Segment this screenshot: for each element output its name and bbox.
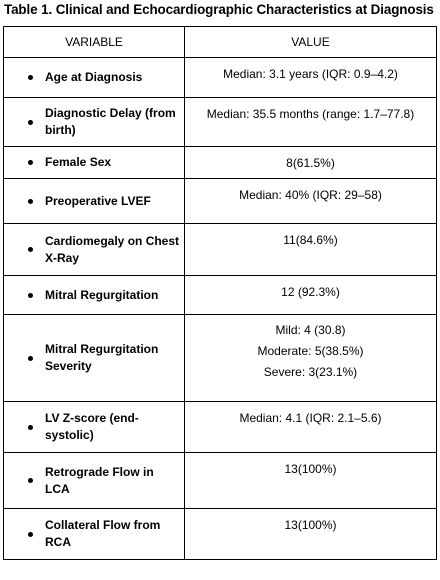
row-variable (4, 453, 185, 509)
bullet-icon (28, 247, 33, 252)
bullet-icon (28, 532, 33, 537)
header-row (4, 27, 437, 58)
table-row (4, 509, 437, 560)
table-row (4, 402, 437, 453)
severity-severe: Severe: 3(23.1%) (263, 365, 358, 379)
table-row (4, 276, 437, 315)
table-row (4, 179, 437, 224)
row-variable-label: Age at Diagnosis (45, 70, 143, 84)
row-variable-label: Female Sex (45, 155, 112, 169)
bullet-icon (28, 425, 33, 430)
row-value: 8(61.5%) (185, 147, 437, 179)
characteristics-table (3, 26, 437, 560)
row-value: Median: 4.1 (IQR: 2.1–5.6) (185, 402, 437, 453)
table-row (4, 58, 437, 98)
row-value: 13(100%) (185, 509, 437, 560)
row-variable-label: Collateral Flow from RCA (45, 518, 161, 549)
bullet-icon (28, 120, 33, 125)
row-value: 12 (92.3%) (185, 276, 437, 315)
row-variable-label: LV Z-score (end-systolic) (45, 411, 139, 442)
severity-mild: Mild: 4 (30.8) (275, 323, 346, 337)
bullet-icon (28, 478, 33, 483)
table-row (4, 315, 437, 402)
bullet-icon (28, 75, 33, 80)
table-row (4, 224, 437, 276)
bullet-icon (28, 356, 33, 361)
row-variable (4, 224, 185, 276)
table-row (4, 98, 437, 147)
row-variable-label: Mitral Regurgitation (45, 287, 159, 302)
row-variable (4, 179, 185, 224)
row-variable (4, 315, 185, 402)
row-variable (4, 147, 185, 179)
row-value: Median: 35.5 months (range: 1.7–77.8) (185, 98, 437, 147)
row-variable (4, 98, 185, 147)
bullet-icon (28, 199, 33, 204)
row-value: Median: 40% (IQR: 29–58) (185, 179, 437, 224)
variable-column-header: VARIABLE (4, 27, 185, 58)
bullet-icon (28, 160, 33, 165)
table-row (4, 453, 437, 509)
table-title: Table 1. Clinical and Echocardiographic Characteristics at Diagnosis (4, 2, 434, 17)
row-variable (4, 509, 185, 560)
row-value: 11(84.6%) (185, 224, 437, 276)
row-variable-label: Retrograde Flow in LCA (45, 464, 154, 496)
row-value: Median: 3.1 years (IQR: 0.9–4.2) (185, 58, 437, 98)
row-value: 13(100%) (185, 453, 437, 509)
row-variable (4, 276, 185, 315)
severity-moderate: Moderate: 5(38.5%) (257, 344, 364, 358)
row-value (185, 315, 437, 402)
row-variable-label: Cardiomegaly on Chest X-Ray (45, 233, 180, 265)
value-column-header: VALUE (185, 27, 437, 58)
table-row (4, 147, 437, 179)
row-variable-label: Preoperative LVEF (45, 193, 151, 208)
row-variable-label: Mitral Regurgitation Severity (45, 342, 159, 373)
row-variable (4, 402, 185, 453)
bullet-icon (28, 293, 33, 298)
row-variable-label: Diagnostic Delay (from birth) (45, 106, 176, 137)
row-variable (4, 58, 185, 98)
